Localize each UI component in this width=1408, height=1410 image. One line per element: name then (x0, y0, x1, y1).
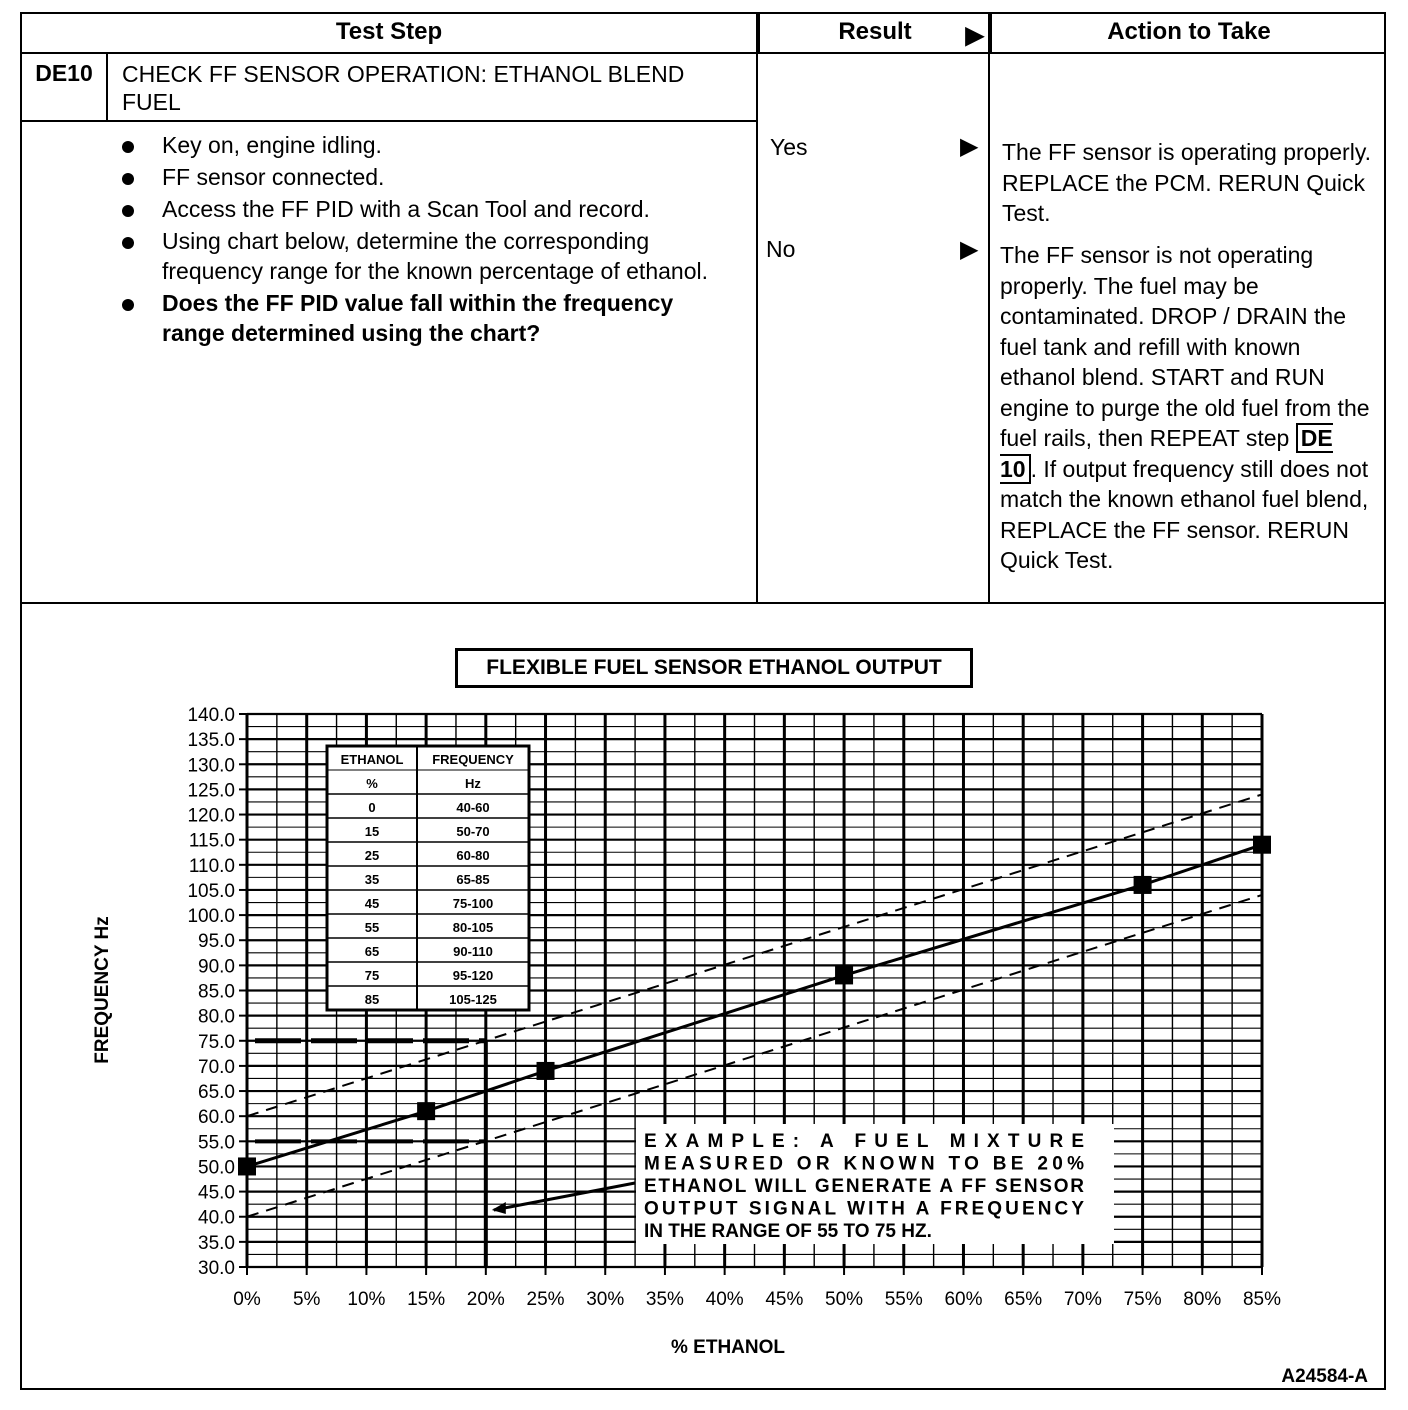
table-unit: % (366, 776, 378, 791)
y-axis-label: FREQUENCY Hz (92, 916, 113, 1064)
y-tick-label: 80.0 (198, 1006, 235, 1028)
y-tick-label: 30.0 (198, 1258, 235, 1279)
table-cell-ethanol: 15 (364, 824, 380, 839)
table-header: FREQUENCY (432, 752, 514, 767)
y-tick-label: 100.0 (187, 906, 235, 928)
x-tick-label: 70% (1063, 1289, 1102, 1310)
step-title: CHECK FF SENSOR OPERATION: ETHANOL BLEND FUEL (122, 61, 685, 115)
x-tick-label: 40% (705, 1289, 744, 1310)
table-cell-ethanol: 65 (364, 944, 380, 959)
annotation-line: MEASURED OR KNOWN TO BE 20% (644, 1153, 1084, 1175)
step-id: DE10 (35, 60, 93, 86)
x-tick-label: 55% (884, 1289, 923, 1310)
header-test-step: Test Step (20, 12, 758, 54)
y-tick-label: 35.0 (198, 1232, 235, 1254)
result-yes: Yes (770, 134, 808, 160)
header-result-label: Result (838, 18, 912, 45)
x-tick-label: 50% (825, 1289, 864, 1310)
annotation-line: ETHANOL WILL GENERATE A FF SENSOR (644, 1176, 1084, 1197)
y-tick-label: 95.0 (198, 931, 235, 953)
y-axis-ticks (187, 705, 247, 1279)
arrow-right-icon: ▶ (960, 133, 979, 160)
table-cell-frequency: 40-60 (456, 800, 490, 815)
instruction-text: Key on, engine idling. (162, 132, 382, 158)
x-tick-label: 75% (1123, 1289, 1162, 1310)
table-cell-ethanol: 25 (364, 848, 380, 863)
x-tick-label: 25% (526, 1289, 565, 1310)
table-cell-frequency: 80-105 (452, 920, 494, 935)
x-tick-label: 30% (586, 1289, 625, 1310)
action-no-text: The FF sensor is not operating properly. The fuel may be contaminated. DROP / DRAIN the fuel tank and refill with known ethanol blend. START and RUN engine to purge the old fuel from the fuel rails, then REPEAT step (1000, 242, 1370, 451)
table-frame (327, 746, 529, 1010)
data-point-marker (417, 1102, 435, 1120)
ethanol-frequency-table (327, 746, 529, 1010)
y-tick-label: 75.0 (198, 1031, 235, 1053)
table-cell-frequency: 105-125 (449, 992, 497, 1007)
arrow-right-icon: ▶ (960, 236, 979, 263)
annotation-line: IN THE RANGE OF 55 TO 75 HZ. (644, 1221, 932, 1242)
y-tick-label: 105.0 (187, 880, 235, 902)
annotation-line: OUTPUT SIGNAL WITH A FREQUENCY (644, 1198, 1084, 1220)
data-point-marker (537, 1062, 555, 1080)
table-cell-frequency: 75-100 (452, 896, 494, 911)
data-point-marker (1134, 876, 1152, 894)
x-tick-label: 65% (1004, 1289, 1043, 1310)
table-cell-frequency: 60-80 (456, 848, 490, 863)
action-yes: The FF sensor is operating properly. REPLACE the PCM. RERUN Quick Test. (1002, 139, 1372, 226)
table-header: ETHANOL (340, 752, 404, 767)
x-tick-label: 0% (233, 1289, 261, 1310)
x-axis-ticks (233, 1267, 1281, 1310)
instruction-text: Access the FF PID with a Scan Tool and record. (162, 196, 650, 222)
data-point-marker (1253, 836, 1271, 854)
x-tick-label: 85% (1242, 1289, 1282, 1310)
instruction-text: Using chart below, determine the corresponding frequency range for the known percentage of ethanol. (162, 228, 708, 284)
table-cell-frequency: 65-85 (456, 872, 490, 887)
x-tick-label: 35% (645, 1289, 684, 1310)
step-reference: DE 10 (1000, 425, 1333, 482)
y-tick-label: 40.0 (198, 1207, 235, 1229)
y-tick-label: 130.0 (187, 755, 235, 777)
y-tick-label: 65.0 (198, 1082, 235, 1104)
y-tick-label: 55.0 (198, 1132, 235, 1154)
example-annotation (636, 1124, 1114, 1244)
table-cell-ethanol: 75 (364, 968, 380, 983)
y-tick-label: 60.0 (198, 1107, 235, 1129)
table-cell-ethanol: 85 (364, 992, 380, 1007)
y-tick-label: 110.0 (188, 855, 235, 877)
table-cell-ethanol: 55 (364, 920, 380, 935)
x-tick-label: 15% (407, 1289, 446, 1310)
table-unit: Hz (465, 776, 481, 791)
table-cell-frequency: 90-110 (453, 944, 493, 959)
y-tick-label: 140.0 (187, 705, 235, 726)
arrow-right-icon: ▶ (965, 22, 984, 49)
x-tick-label: 20% (466, 1289, 505, 1310)
x-tick-label: 60% (944, 1289, 983, 1310)
table-cell-frequency: 95-120 (452, 968, 494, 983)
y-tick-label: 135.0 (187, 730, 235, 752)
table-cell-ethanol: 0 (368, 800, 376, 815)
y-tick-label: 125.0 (187, 780, 235, 802)
table-cell-ethanol: 35 (364, 872, 380, 887)
x-tick-label: 5% (292, 1289, 321, 1310)
y-tick-label: 115.0 (188, 830, 235, 852)
annotation-line: EXAMPLE: A FUEL MIXTURE (644, 1131, 1084, 1152)
table-cell-ethanol: 45 (364, 896, 380, 911)
result-no: No (766, 236, 796, 262)
table-cell-frequency: 50-70 (456, 824, 490, 839)
x-tick-label: 45% (765, 1289, 804, 1310)
y-tick-label: 85.0 (198, 981, 235, 1003)
data-point-marker (835, 966, 853, 984)
header-action: Action to Take (990, 12, 1386, 54)
x-axis-label: % ETHANOL (671, 1337, 785, 1358)
chart-title: FLEXIBLE FUEL SENSOR ETHANOL OUTPUT (455, 648, 973, 688)
instruction-text: FF sensor connected. (162, 164, 385, 190)
x-tick-label: 80% (1183, 1289, 1222, 1310)
y-tick-label: 50.0 (198, 1157, 235, 1179)
figure-id: A24584-A (1281, 1366, 1368, 1387)
instruction-text: Does the FF PID value fall within the frequency range determined using the chart? (162, 290, 674, 346)
action-no-text-end: . If output frequency still does not match the known ethanol fuel blend, REPLACE the FF sensor. RERUN Quick Test. (1000, 455, 1369, 573)
y-tick-label: 70.0 (198, 1056, 235, 1078)
y-tick-label: 45.0 (198, 1182, 235, 1204)
y-tick-label: 90.0 (198, 956, 235, 978)
data-point-marker (238, 1157, 256, 1175)
x-tick-label: 10% (347, 1289, 386, 1310)
y-tick-label: 120.0 (187, 805, 235, 827)
